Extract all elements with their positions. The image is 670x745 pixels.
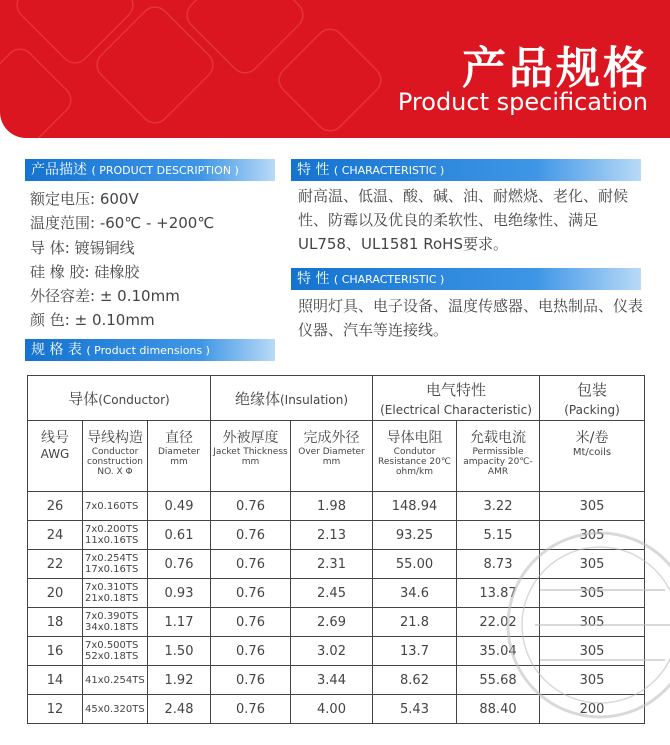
construction-line: 11x0.16TS [85,535,139,546]
cell-awg: 18 [28,608,83,637]
construction-line: 41x0.254TS [85,674,145,686]
column-en: Conductor construction NO. X Φ [87,447,143,477]
characteristic-text: 耐高温、低温、酸、碱、油、耐燃烧、老化、耐候性、防霉以及优良的柔软性、电绝缘性、满足UL758、UL1581 RoHS要求。 [298,187,629,253]
cell-resistance: 93.25 [373,521,457,550]
dimensions-heading [25,339,275,361]
characteristic-heading-cn: 特 性 [297,162,330,178]
cell-resistance: 148.94 [373,492,457,521]
spec-row [30,285,180,306]
construction-line: 34x0.18TS [85,622,139,633]
cell-over-diameter: 1.98 [291,492,373,521]
spec-value: 镀锡铜线 [74,239,135,257]
cell-diameter: 0.61 [148,521,211,550]
column-en: Condutor Resistance 20℃ ohm/km [378,447,451,477]
cell-meters-per-coil: 305 [540,579,645,608]
cell-meters-per-coil: 305 [540,608,645,637]
cell-meters-per-coil: 305 [540,492,645,521]
cell-over-diameter: 2.45 [291,579,373,608]
cell-construction [83,608,148,637]
application-text: 照明灯具、电子设备、温度传感器、电热制品、仪表仪器、汽车等连接线。 [298,297,644,339]
group-header-electrical [373,376,540,421]
cell-resistance: 21.8 [373,608,457,637]
spec-value: 600V [99,190,139,208]
cell-meters-per-coil: 305 [540,550,645,579]
cell-jacket-thickness: 0.76 [211,550,291,579]
column-header [457,421,540,492]
cell-ampacity: 22.02 [457,608,540,637]
construction-line: 7x0.254TS [85,553,139,564]
cell-jacket-thickness: 0.76 [211,608,291,637]
column-en: Permissible ampacity 20℃-AMR [463,447,533,477]
cell-diameter: 0.49 [148,492,211,521]
group-en: (Electrical Characteristic) [380,402,532,417]
cell-ampacity: 13.87 [457,579,540,608]
construction-line: 52x0.18TS [85,651,139,662]
description-heading [25,159,275,181]
cell-awg: 20 [28,579,83,608]
cell-ampacity: 8.73 [457,550,540,579]
column-header [28,421,83,492]
cell-resistance: 5.43 [373,695,457,724]
column-cn: 允载电流 [470,430,526,446]
spec-value: ± 0.10mm [99,287,180,305]
description-heading-en: ( PRODUCT DESCRIPTION ) [91,164,239,177]
cell-jacket-thickness: 0.76 [211,637,291,666]
cell-jacket-thickness: 0.76 [211,492,291,521]
cell-over-diameter: 3.02 [291,637,373,666]
cell-meters-per-coil: 305 [540,666,645,695]
group-cn: 电气特性 [425,380,486,399]
spec-label: 硅 橡 胶: [30,263,90,281]
column-header [540,421,645,492]
spec-label: 额定电压: [30,190,96,208]
cell-awg: 24 [28,521,83,550]
cell-construction [83,666,148,695]
cell-resistance: 8.62 [373,666,457,695]
cell-over-diameter: 4.00 [291,695,373,724]
construction-line: 7x0.160TS [85,500,139,512]
cell-ampacity: 35.04 [457,637,540,666]
cell-jacket-thickness: 0.76 [211,521,291,550]
column-cn: 线号 [41,430,69,446]
cell-resistance: 34.6 [373,579,457,608]
spec-value: 硅橡胶 [94,263,140,281]
description-heading-cn: 产品描述 [31,162,87,178]
company-seal [500,520,670,740]
column-en: AWG [40,447,70,461]
column-en: Jacket Thickness mm [213,447,288,467]
cell-diameter: 2.48 [148,695,211,724]
cell-construction [83,550,148,579]
group-en: (Packing) [564,402,620,417]
column-cn: 直径 [165,430,193,446]
column-header [291,421,373,492]
construction-line: 7x0.390TS [85,611,139,622]
column-en: Over Diameter mm [298,447,365,467]
cell-resistance: 13.7 [373,637,457,666]
cell-meters-per-coil: 305 [540,521,645,550]
cell-jacket-thickness: 0.76 [211,695,291,724]
column-cn: 导线构造 [87,430,143,446]
dimensions-heading-en: ( Product dimensions ) [86,344,210,357]
cell-jacket-thickness: 0.76 [211,666,291,695]
column-cn: 完成外径 [303,430,360,446]
group-cn: 包装 [576,380,607,399]
group-header-packing [540,376,645,421]
characteristic-heading-en: ( CHARACTERISTIC ) [333,164,445,177]
column-header [211,421,291,492]
cell-awg: 16 [28,637,83,666]
construction-line: 7x0.200TS [85,524,139,535]
column-header [373,421,457,492]
construction-line: 7x0.310TS [85,582,139,593]
group-header-conductor [28,376,211,421]
spec-row [30,237,135,258]
cell-construction [83,695,148,724]
dimensions-heading-cn: 规 格 表 [31,342,82,358]
cell-diameter: 0.76 [148,550,211,579]
cell-ampacity: 5.15 [457,521,540,550]
cell-construction [83,637,148,666]
column-header [148,421,211,492]
cell-ampacity: 3.22 [457,492,540,521]
spec-value: -60℃ - +200℃ [99,214,215,232]
cell-over-diameter: 2.69 [291,608,373,637]
column-en: Mt/coils [572,447,612,458]
cell-meters-per-coil: 305 [540,637,645,666]
cell-ampacity: 88.40 [457,695,540,724]
banner-title: 产品规格 [462,43,650,94]
cell-ampacity: 55.68 [457,666,540,695]
column-cn: 外被厚度 [222,430,279,446]
cell-awg: 14 [28,666,83,695]
spec-label: 温度范围: [30,214,96,232]
spec-label: 颜 色: [30,311,70,329]
cell-over-diameter: 2.13 [291,521,373,550]
cell-construction [83,521,148,550]
cell-diameter: 1.92 [148,666,211,695]
application-heading [291,268,641,290]
cell-awg: 22 [28,550,83,579]
column-cn: 导体电阻 [386,430,443,446]
column-en: Diameter mm [157,447,201,467]
cell-diameter: 1.17 [148,608,211,637]
header-banner [0,0,670,138]
cell-construction [83,492,148,521]
spec-label: 外径容差: [30,287,96,305]
group-en: (Conductor) [98,392,170,407]
column-header [83,421,148,492]
table-row [28,492,645,521]
cell-construction [83,579,148,608]
cell-diameter: 1.50 [148,637,211,666]
construction-line: 17x0.16TS [85,564,139,575]
banner-subtitle: Product specification [397,88,648,116]
cell-awg: 12 [28,695,83,724]
column-cn: 米/卷 [575,430,609,446]
construction-line: 45x0.320TS [85,703,145,715]
cell-resistance: 55.00 [373,550,457,579]
characteristic-heading [291,159,641,181]
spec-value: ± 0.10mm [74,311,155,329]
group-cn: 导体 [68,389,99,408]
cell-diameter: 0.93 [148,579,211,608]
spec-row [30,188,139,209]
group-header-insulation [211,376,373,421]
spec-row [30,212,214,233]
cell-awg: 26 [28,492,83,521]
construction-line: 7x0.500TS [85,640,139,651]
cell-over-diameter: 3.44 [291,666,373,695]
cell-over-diameter: 2.31 [291,550,373,579]
spec-row [30,309,155,330]
spec-label: 导 体: [30,239,70,257]
cell-meters-per-coil: 200 [540,695,645,724]
construction-line: 21x0.18TS [85,593,139,604]
group-en: (Insulation) [279,392,349,407]
application-heading-cn: 特 性 [297,271,330,287]
cell-jacket-thickness: 0.76 [211,579,291,608]
group-cn: 绝缘体 [234,389,280,408]
application-heading-en: ( CHARACTERISTIC ) [333,273,445,286]
spec-row [30,261,139,282]
